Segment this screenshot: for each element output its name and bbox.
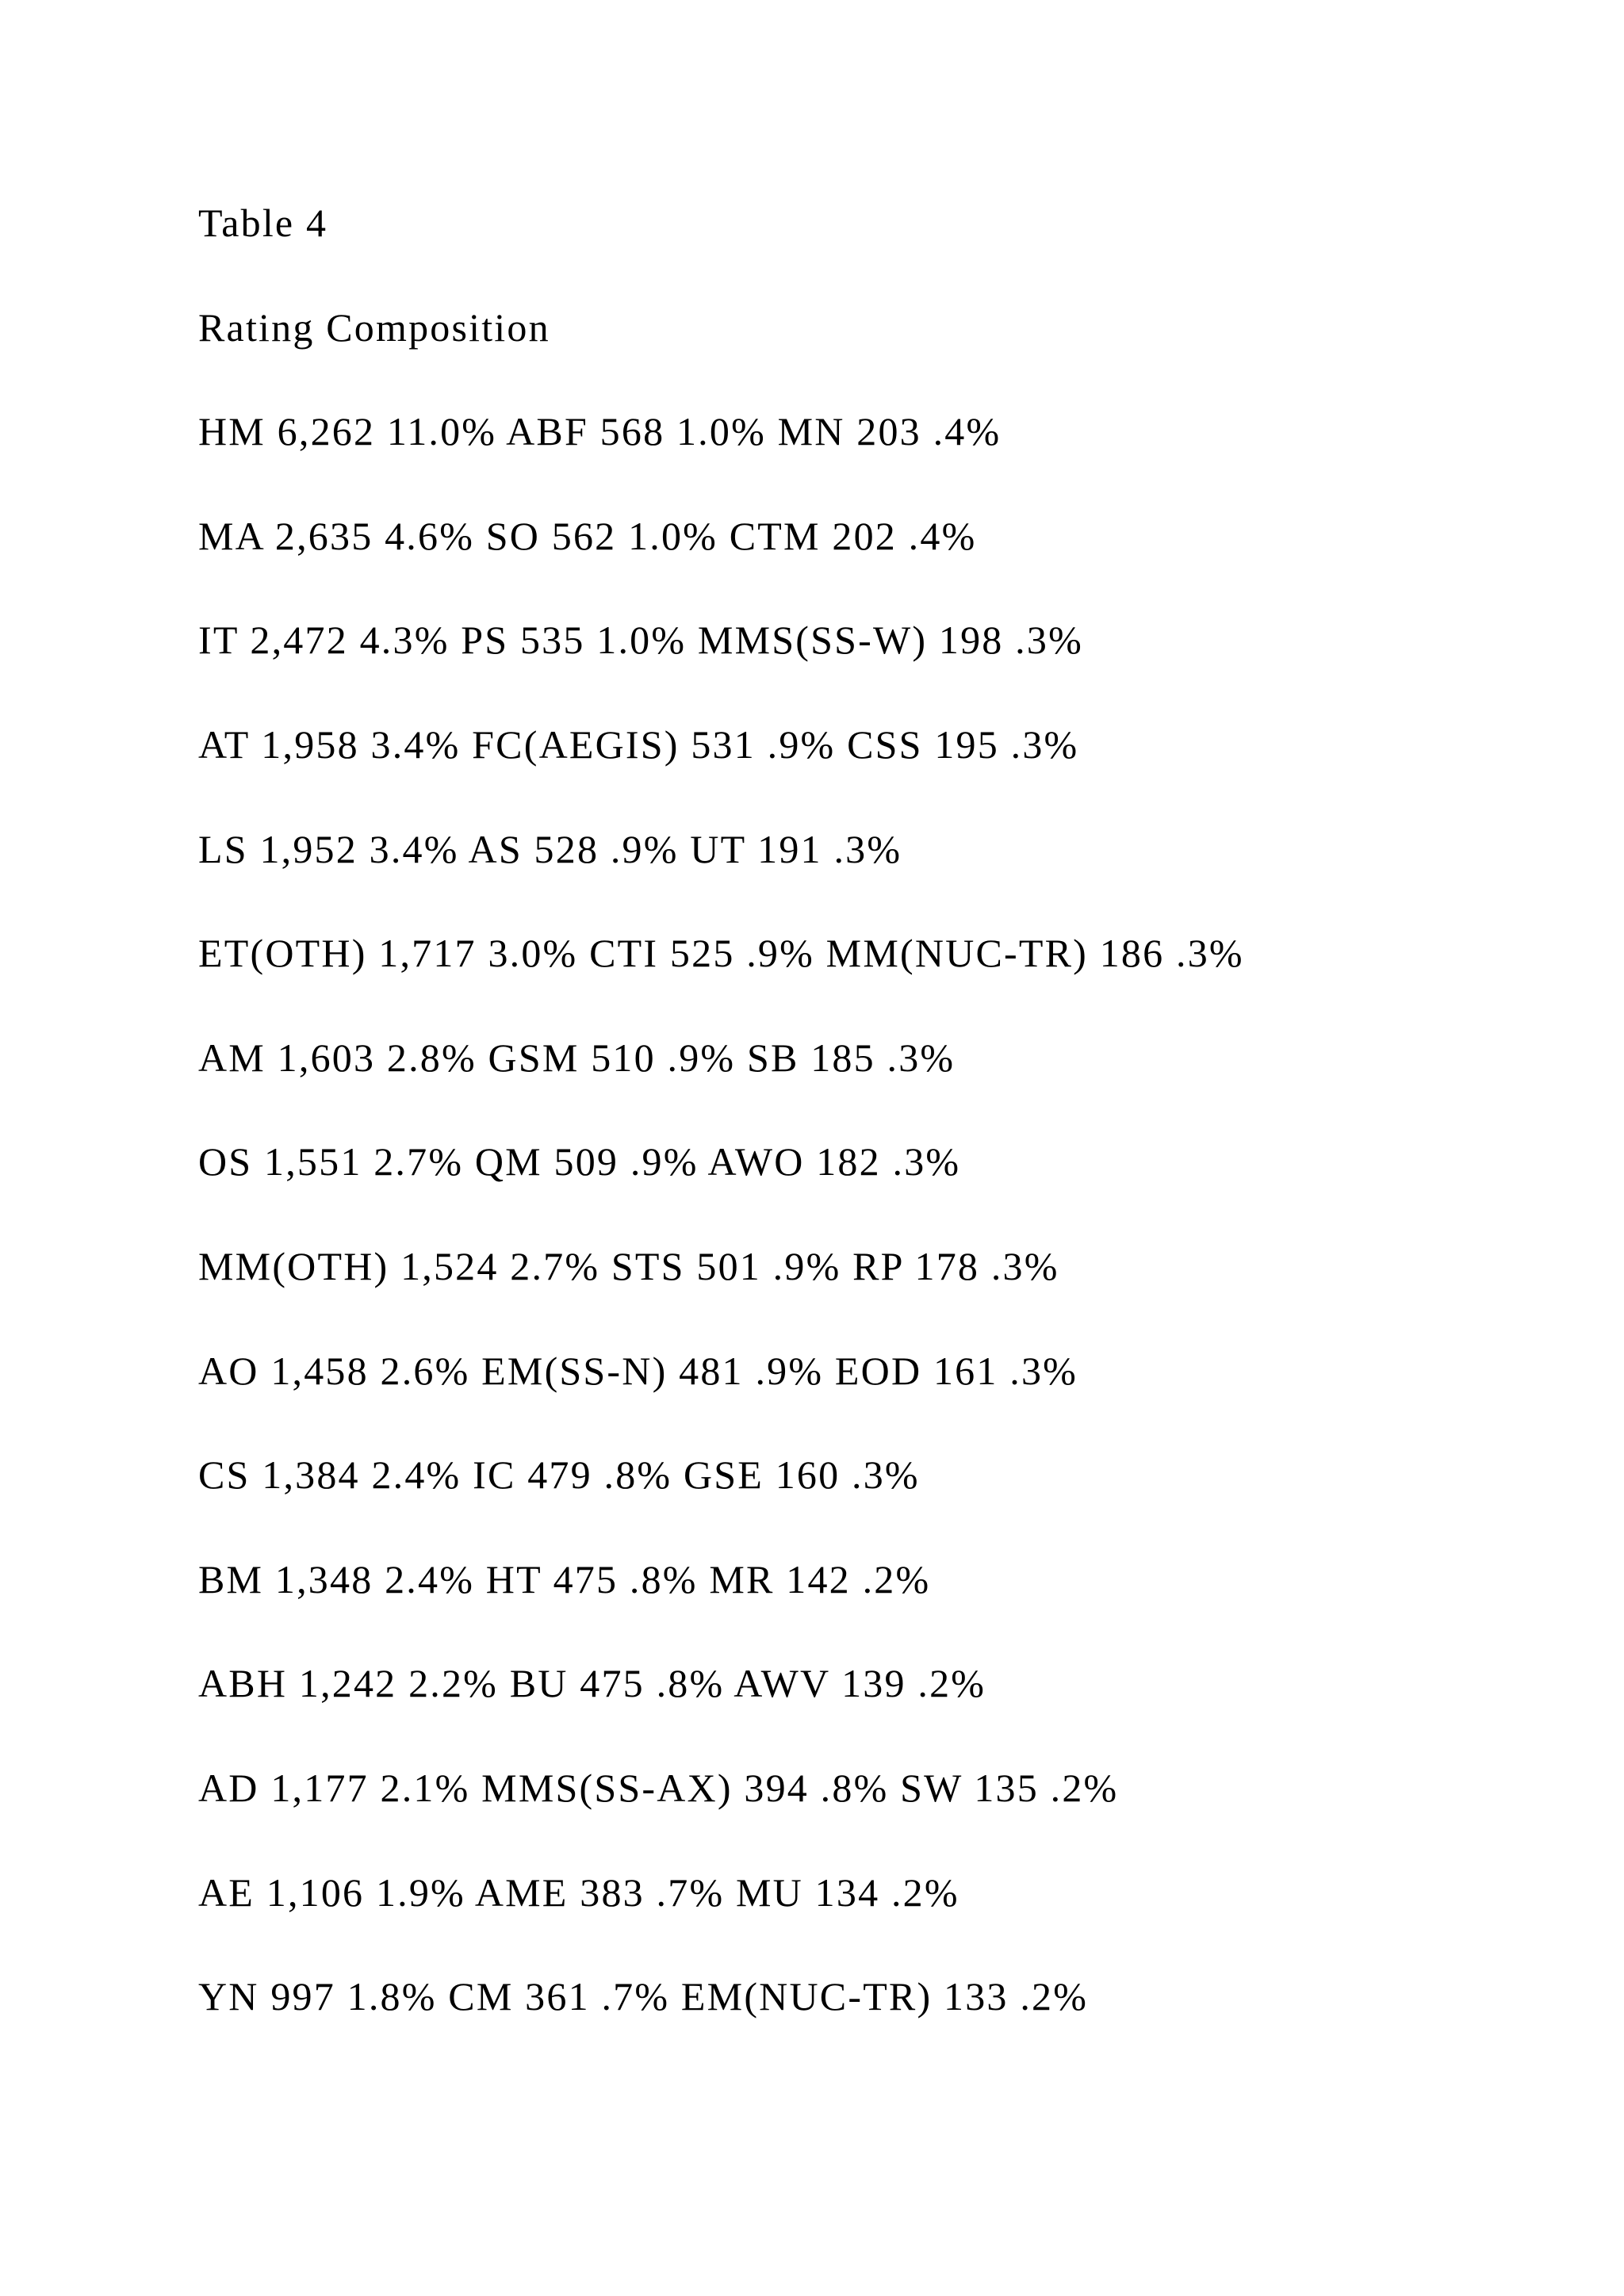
table-row: AE 1,106 1.9% AME 383 .7% MU 134 .2% (198, 1869, 959, 1915)
table-row: YN 997 1.8% CM 361 .7% EM(NUC-TR) 133 .2% (198, 1974, 1089, 2019)
table-row: AM 1,603 2.8% GSM 510 .9% SB 185 .3% (198, 1035, 956, 1080)
table-row: IT 2,472 4.3% PS 535 1.0% MMS(SS-W) 198 .3% (198, 618, 1083, 663)
document-body (198, 187, 1586, 2065)
table-row: CS 1,384 2.4% IC 479 .8% GSE 160 .3% (198, 1452, 920, 1498)
table-row: AT 1,958 3.4% FC(AEGIS) 531 .9% CSS 195 .3% (198, 721, 1079, 767)
table-row: AD 1,177 2.1% MMS(SS-AX) 394 .8% SW 135 .2% (198, 1765, 1119, 1810)
table-row: ABH 1,242 2.2% BU 475 .8% AWV 139 .2% (198, 1661, 986, 1706)
table-row: MM(OTH) 1,524 2.7% STS 501 .9% RP 178 .3% (198, 1243, 1059, 1288)
table-row: BM 1,348 2.4% HT 475 .8% MR 142 .2% (198, 1556, 931, 1601)
table-row: OS 1,551 2.7% QM 509 .9% AWO 182 .3% (198, 1139, 961, 1184)
table-row: LS 1,952 3.4% AS 528 .9% UT 191 .3% (198, 826, 902, 871)
table-row: ET(OTH) 1,717 3.0% CTI 525 .9% MM(NUC-TR) 186 .3% (198, 931, 1244, 976)
table-row: AO 1,458 2.6% EM(SS-N) 481 .9% EOD 161 .3% (198, 1348, 1078, 1393)
table-label: Table 4 (198, 201, 328, 245)
table-row: MA 2,635 4.6% SO 562 1.0% CTM 202 .4% (198, 513, 977, 558)
table-row: HM 6,262 11.0% ABF 568 1.0% MN 203 .4% (198, 409, 1002, 454)
table-title: Rating Composition (198, 304, 550, 350)
